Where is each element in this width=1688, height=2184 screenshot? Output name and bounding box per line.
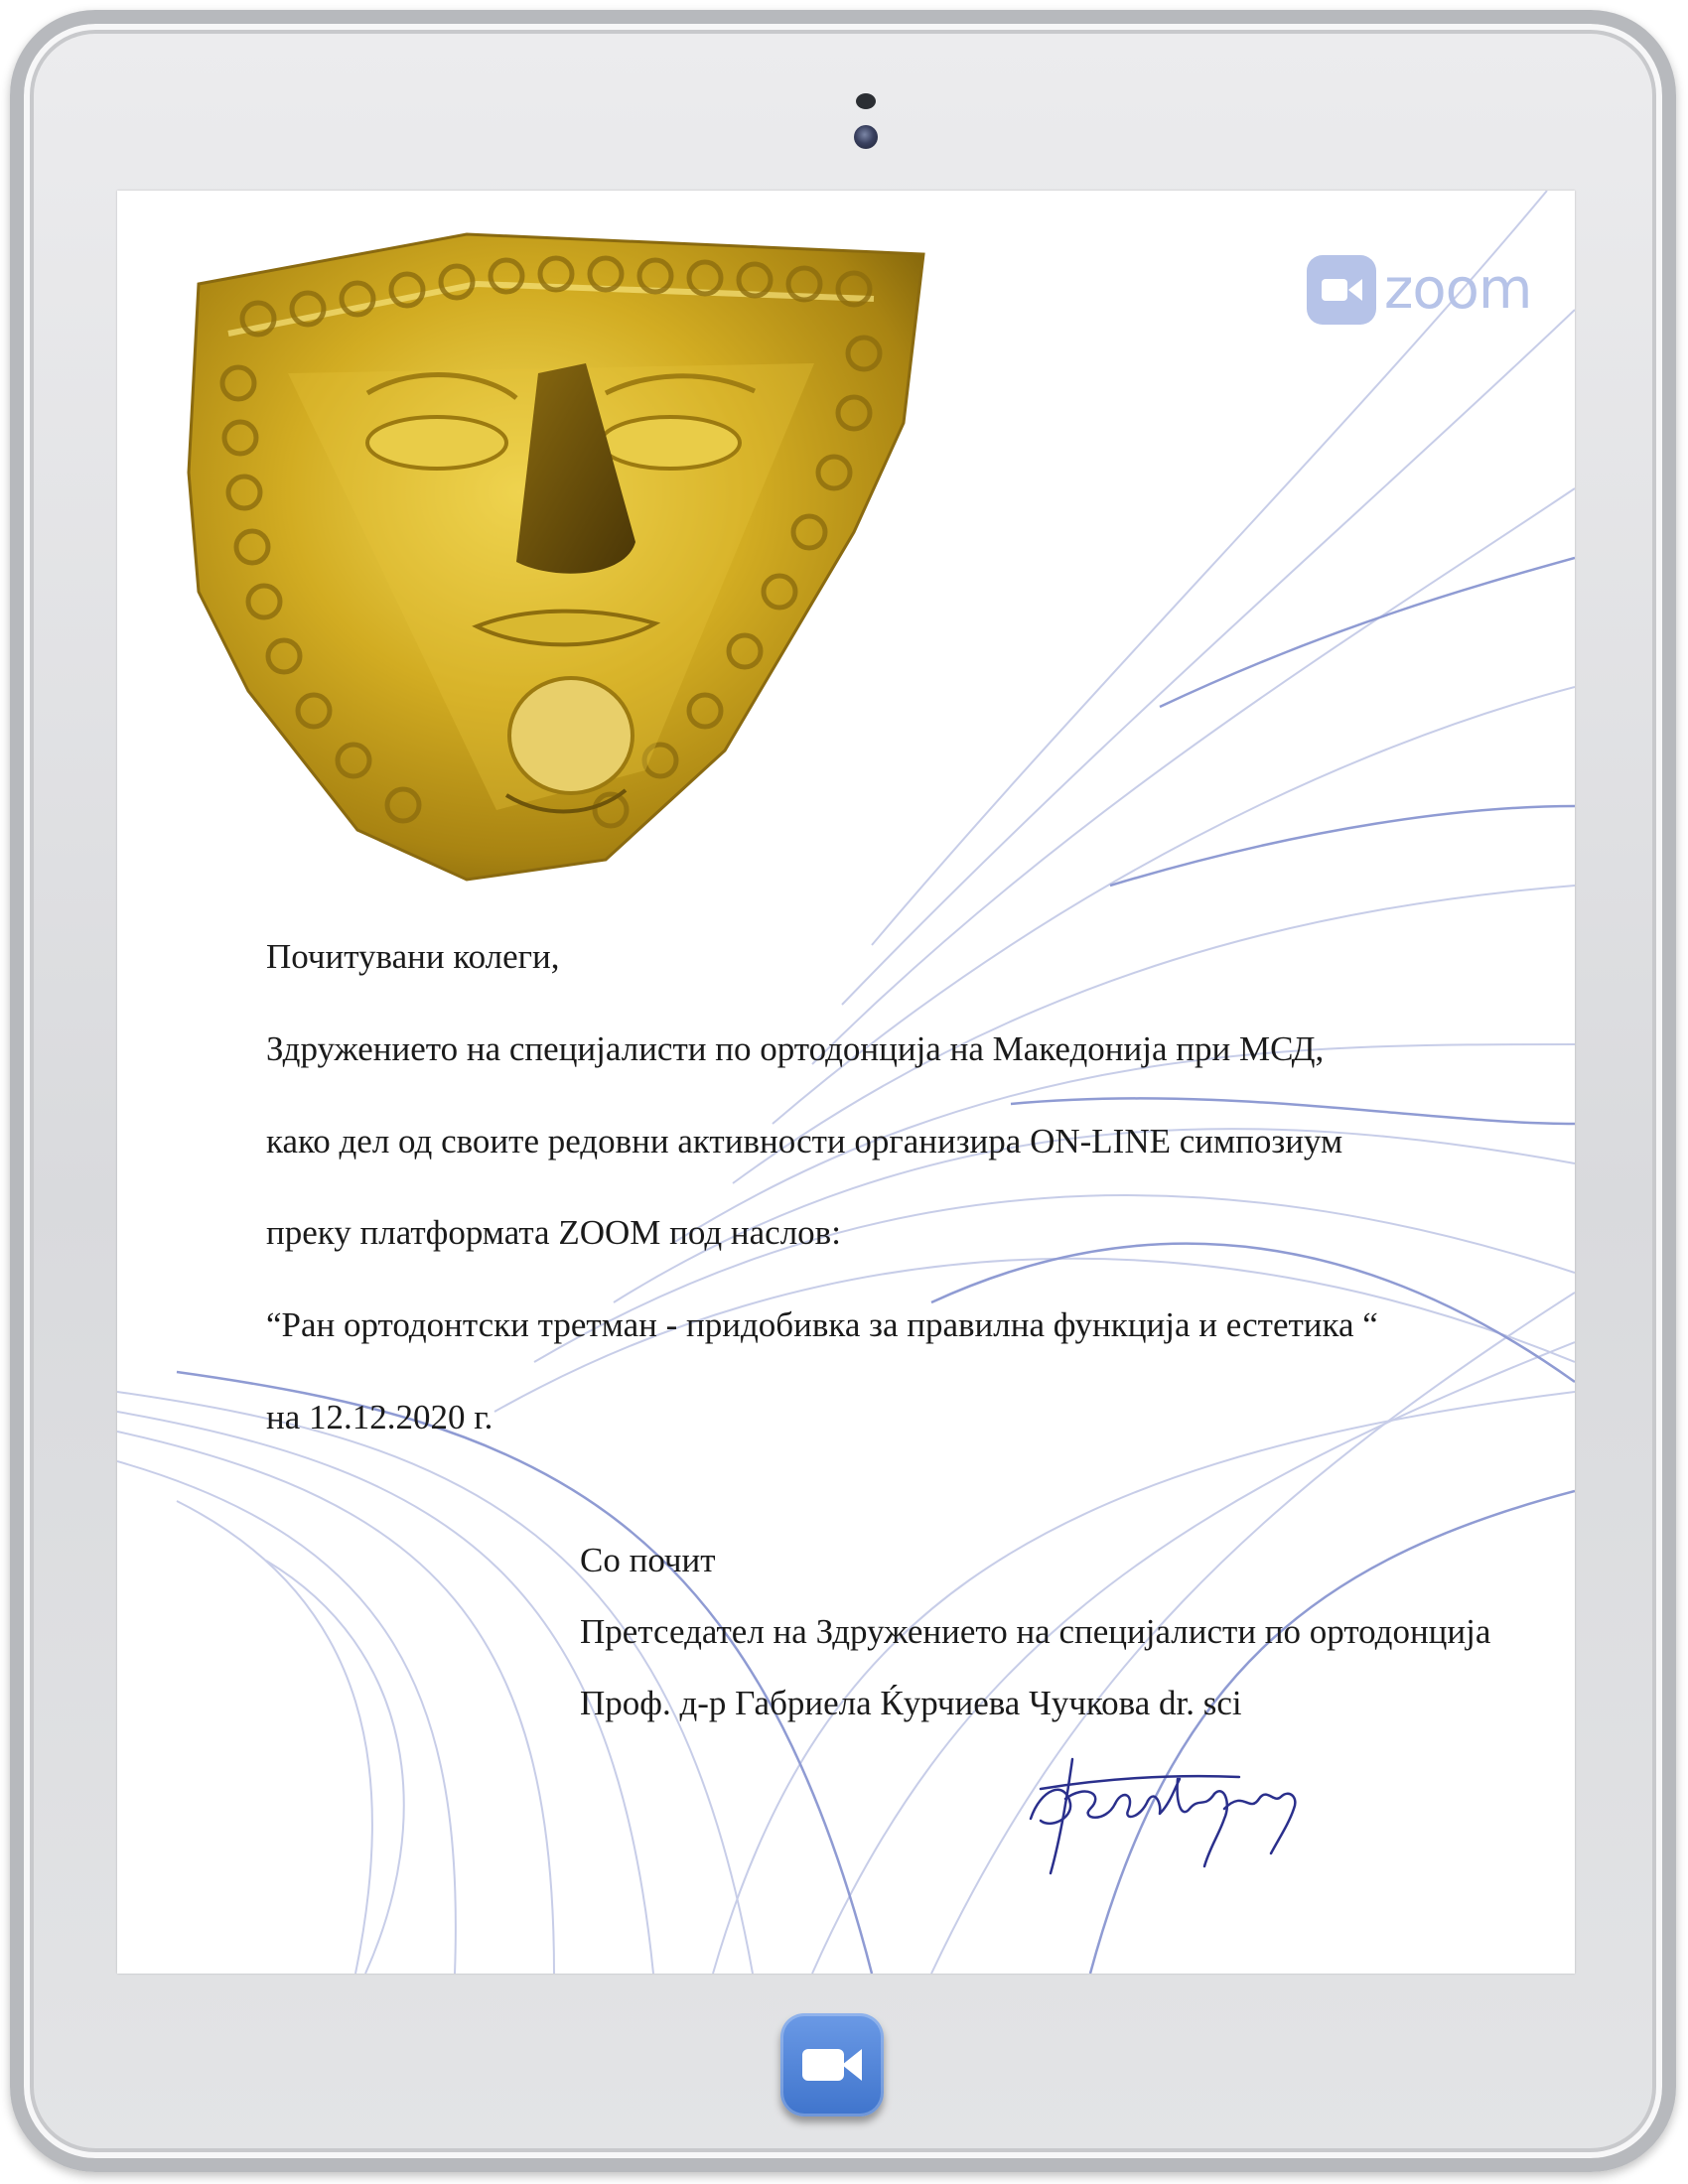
signoff-closing: Со почит xyxy=(580,1541,716,1579)
zoom-logo-text: zoom xyxy=(1384,257,1532,322)
zoom-logo xyxy=(1307,250,1545,330)
signoff-role: Претседател на Здружението на специјалисти по ортодонција xyxy=(580,1612,1491,1651)
letter-line: преку платформата ZOOM под наслов: xyxy=(266,1213,841,1252)
zoom-logo-icon xyxy=(1307,255,1376,325)
letter-line: како дел од своите редовни активности организира ON-LINE симпозиум xyxy=(266,1122,1343,1160)
front-camera-icon xyxy=(854,125,878,149)
gold-mask-image xyxy=(169,214,943,899)
letter-line: Здружението на специјалисти по ортодонција на Македонија при МСД, xyxy=(266,1029,1325,1068)
signoff-name: Проф. д-р Габриела Ќурчиева Чучкова dr. sci xyxy=(580,1684,1242,1722)
letter-title-line: “Ран ортодонтски третман - придобивка за правилна функција и естетика “ xyxy=(266,1305,1378,1344)
zoom-home-button[interactable] xyxy=(780,2013,884,2116)
letter-greeting: Почитувани колеги, xyxy=(266,937,560,976)
handwritten-signature xyxy=(1011,1749,1309,1878)
camera-lens-icon xyxy=(842,2049,862,2081)
tablet-screen xyxy=(117,191,1575,1974)
letter-date-line: на 12.12.2020 г. xyxy=(266,1398,493,1436)
zoom-camera-icon xyxy=(802,2049,844,2081)
speaker-icon xyxy=(856,93,876,109)
